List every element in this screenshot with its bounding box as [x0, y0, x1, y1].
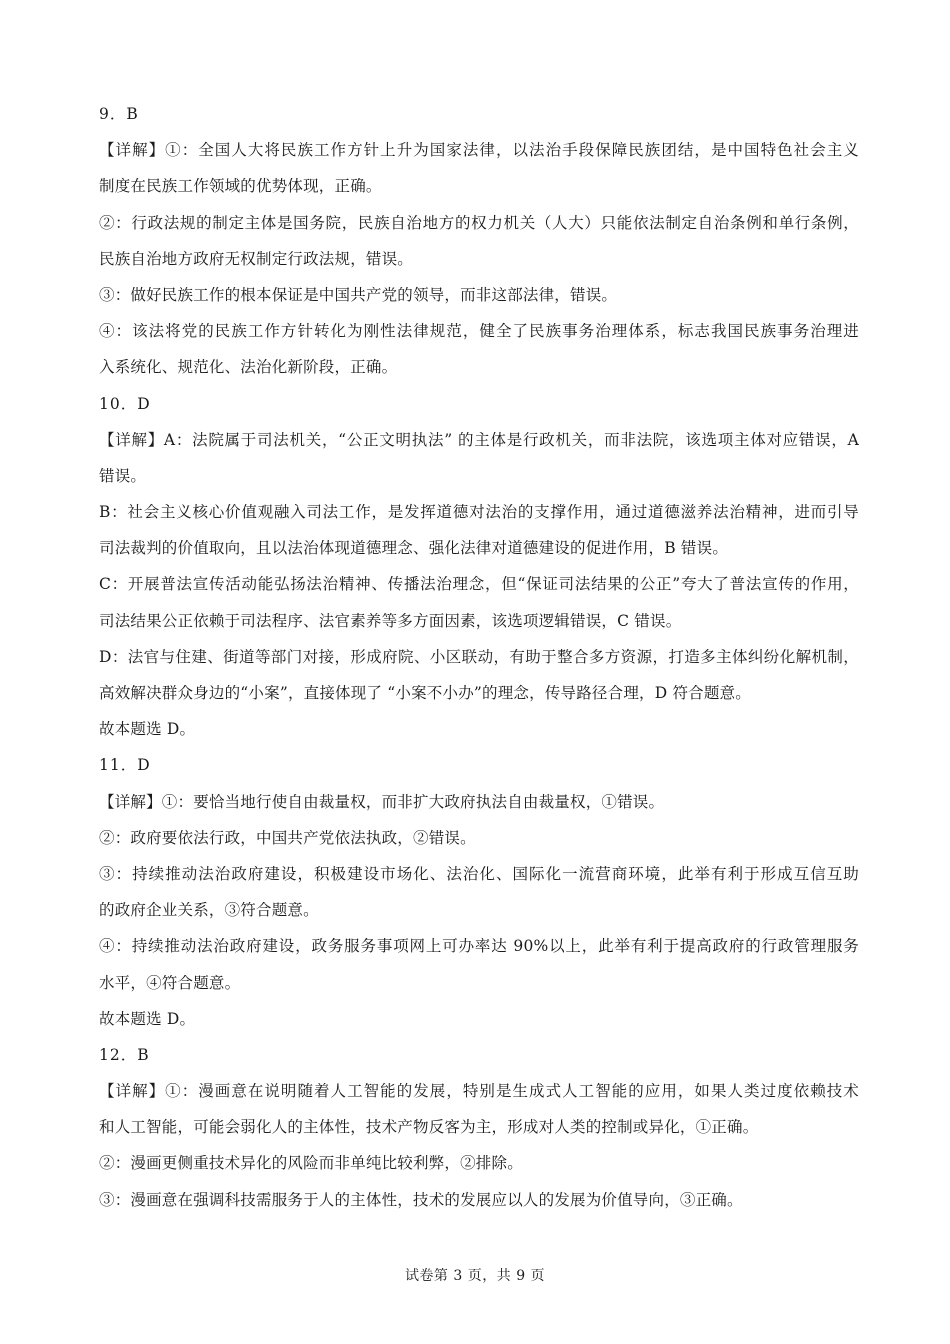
text-line: 故本题选 D。	[99, 1009, 196, 1028]
text-line: 司法结果公正依赖于司法程序、法官素养等多方面因素，该选项逻辑错误，C 错误。	[99, 611, 682, 630]
text-line: ②：行政法规的制定主体是国务院，民族自治地方的权力机关（人大）只能依法制定自治条例和单行条例，	[99, 213, 859, 232]
text-line: ③：持续推动法治政府建设，积极建设市场化、法治化、国际化一流营商环境，此举有利于形成互信互助	[99, 864, 859, 883]
text-line: 司法裁判的价值取向，且以法治体现道德理念、强化法律对道德建设的促进作用，B 错误。	[99, 539, 729, 558]
answer-heading: 9．B	[99, 105, 139, 123]
page-footer: 试卷第 3 页，共 9 页	[404, 1268, 546, 1284]
text-line: 的政府企业关系，③符合题意。	[99, 901, 319, 920]
text-line: ③：做好民族工作的根本保证是中国共产党的领导，而非这部法律，错误。	[99, 285, 618, 304]
text-line: ④：持续推动法治政府建设，政务服务事项网上可办率达 90%以上，此举有利于提高政府的行政管理服务	[99, 937, 859, 956]
text-line: ②：漫画更侧重技术异化的风险而非单纯比较利弊，②排除。	[99, 1154, 523, 1173]
text-line: 制度在民族工作领域的优势体现，正确。	[99, 177, 382, 196]
text-line: D：法官与住建、街道等部门对接，形成府院、小区联动，有助于整合多方资源，打造多主体纠纷化解机制，	[99, 647, 859, 666]
text-line: 【详解】①：要恰当地行使自由裁量权，而非扩大政府执法自由裁量权，①错误。	[99, 792, 665, 811]
text-line: 高效解决群众身边的“小案”，直接体现了 “小案不小办”的理念，传导路径合理，D 符合题意。	[99, 684, 751, 702]
text-line: 民族自治地方政府无权制定行政法规，错误。	[99, 249, 414, 268]
text-line: 水平，④符合题意。	[99, 973, 241, 992]
text-line: 错误。	[99, 466, 147, 485]
text-line: ③：漫画意在强调科技需服务于人的主体性，技术的发展应以人的发展为价值导向，③正确。	[99, 1190, 743, 1209]
text-line: C：开展普法宣传活动能弘扬法治精神、传播法治理念，但“保证司法结果的公正”夸大了普法宣传的作用，	[99, 575, 859, 594]
text-line: ②：政府要依法行政，中国共产党依法执政，②错误。	[99, 828, 476, 847]
answer-heading: 10．D	[99, 394, 151, 413]
document-page	[99, 96, 859, 1218]
text-line: 入系统化、规范化、法治化新阶段，正确。	[99, 358, 398, 377]
text-line: ④：该法将党的民族工作方针转化为刚性法律规范，健全了民族事务治理体系，标志我国民族事务治理进	[99, 322, 859, 341]
text-line: 和人工智能，可能会弱化人的主体性，技术产物反客为主，形成对人类的控制或异化，①正确。	[99, 1118, 759, 1137]
text-line: B：社会主义核心价值观融入司法工作，是发挥道德对法治的支撑作用，通过道德滋养法治精神，进而引导	[99, 503, 859, 522]
answer-heading: 11．D	[99, 756, 151, 775]
text-line: 【详解】①：漫画意在说明随着人工智能的发展，特别是生成式人工智能的应用，如果人类过度依赖技术	[99, 1082, 859, 1101]
answer-heading: 12．B	[99, 1045, 150, 1064]
text-line: 故本题选 D。	[99, 720, 196, 739]
text-line: 【详解】A：法院属于司法机关，“公正文明执法” 的主体是行政机关，而非法院，该选项主体对应错误，A	[99, 430, 859, 449]
text-line: 【详解】①：全国人大将民族工作方针上升为国家法律，以法治手段保障民族团结，是中国特色社会主义	[99, 141, 859, 160]
